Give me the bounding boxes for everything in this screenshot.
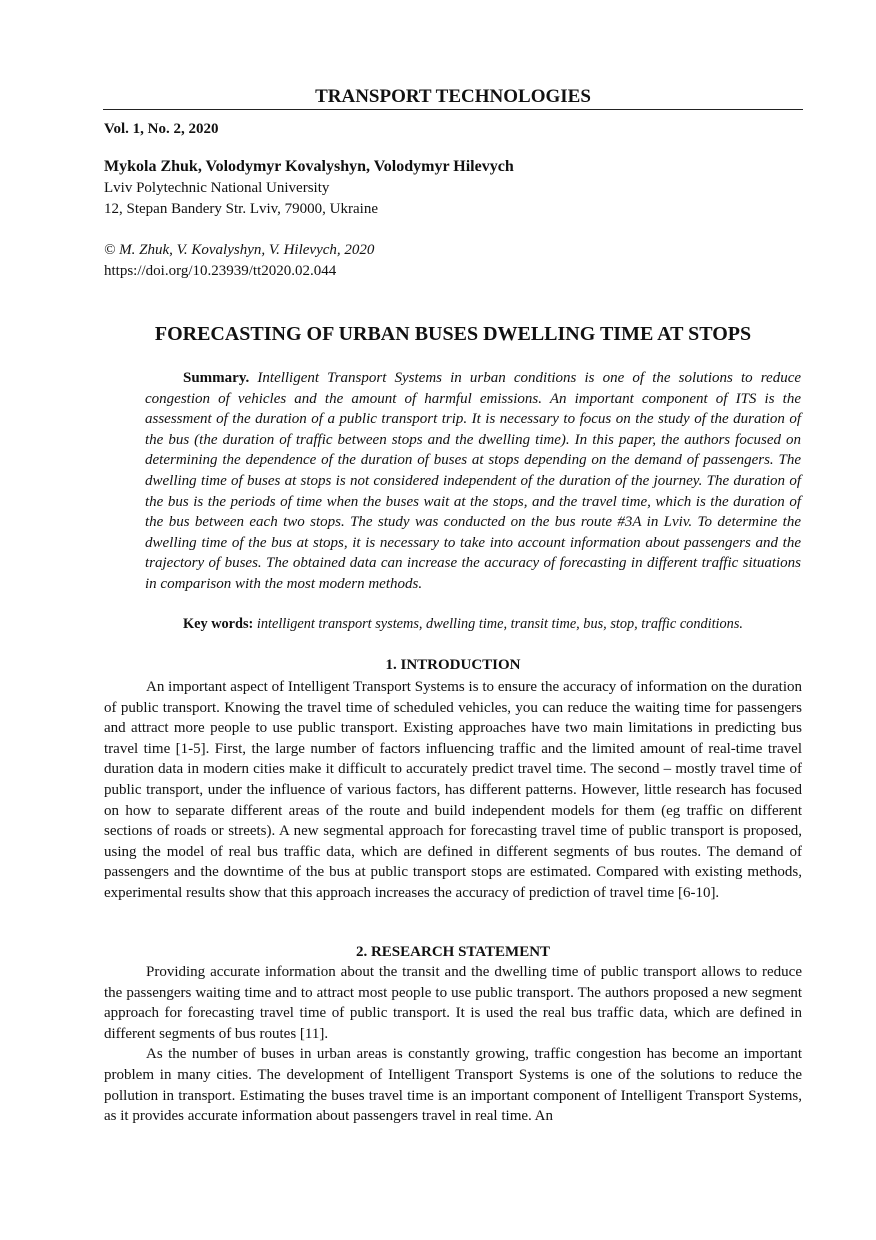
body-paragraph: An important aspect of Intelligent Transport Systems is to ensure the accuracy of information on the duration of public transport. Knowing the travel time of scheduled vehicles, you can reduce the waiting time for passengers and attract more people to use public transport. Existing approaches have two main limitations in predicting bus travel time [1-5]. First, the large number of factors influencing traffic and the limited amount of real-time travel duration data in modern cities make it difficult to accurately predict travel time. The second – mostly travel time of public transport, under the influence of various factors, has different patterns. However, little research has focused on how to separate different areas of the route and build independent models for them (eg traffic on different sections of roads or streets). A new segmental approach for forecasting travel time of public transport is proposed, using the model of real bus traffic data, which are defined in different segments of bus routes. The demand of passengers and the downtime of the bus at public transport stops are estimated. Compared with existing methods, experimental results show that this approach increases the accuracy of prediction of travel time [6-10]. — [104, 679, 802, 901]
section-body-research-statement — [104, 962, 802, 1127]
journal-title: TRANSPORT TECHNOLOGIES — [103, 86, 803, 110]
body-paragraph: As the number of buses in urban areas is constantly growing, traffic congestion has become an important problem in many cities. The development of Intelligent Transport Systems is one of the solutions to reduce the pollution in transport. Estimating the buses travel time is an important component of Intelligent Transport Systems, as it provides accurate information about passengers travel in real time. An — [104, 1046, 802, 1125]
section-body-introduction — [104, 677, 802, 904]
keywords-label: Key words: — [183, 616, 254, 632]
summary-paragraph — [145, 368, 801, 595]
copyright-notice: © M. Zhuk, V. Kovalyshyn, V. Hilevych, 2020 — [104, 242, 375, 258]
volume-info: Vol. 1, No. 2, 2020 — [104, 121, 219, 137]
section-heading-introduction: 1. INTRODUCTION — [385, 657, 521, 673]
keywords-text: intelligent transport systems, dwelling time, transit time, bus, stop, traffic conditions. — [256, 616, 743, 632]
keywords-line — [145, 614, 801, 634]
paper-title: FORECASTING OF URBAN BUSES DWELLING TIME AT STOPS — [154, 323, 752, 345]
body-paragraph: Providing accurate information about the transit and the dwelling time of public transport allows to reduce the passengers waiting time and to attract most people to use public transport. The authors proposed a new segment approach for forecasting travel time of public transport. It is used the real bus traffic data, which are defined in different segments of bus routes [11]. — [104, 964, 802, 1042]
summary-label: Summary. — [183, 370, 250, 386]
address: 12, Stepan Bandery Str. Lviv, 79000, Ukraine — [104, 201, 378, 217]
section-heading-research-statement: 2. RESEARCH STATEMENT — [355, 944, 551, 960]
summary-text: Intelligent Transport Systems in urban conditions is one of the solutions to reduce congestion of vehicles and the amount of harmful emissions. An important component of ITS is the assessment of the duration of a public transport trip. It is necessary to focus on the study of the duration of the bus (the duration of traffic between stops and the dwelling time). In this paper, the authors focused on determining the dependence of the duration of buses at stops depending on the demand of passengers. The dwelling time of buses at stops is not considered independent of the duration of the journey. The duration of the bus is the periods of time when the buses wait at the stops, and the travel time, which is the duration of the bus between each two stops. The study was conducted on the bus route #3A in Lviv. To determine the dwelling time of the bus at stops, it is necessary to take into account information about passengers and the trajectory of buses. The obtained data can increase the accuracy of forecasting in different traffic situations in comparison with the most modern methods. — [145, 370, 802, 592]
doi-link[interactable]: https://doi.org/10.23939/tt2020.02.044 — [104, 263, 337, 279]
affiliation: Lviv Polytechnic National University — [104, 180, 330, 196]
author-list: Mykola Zhuk, Volodymyr Kovalyshyn, Volodymyr Hilevych — [104, 158, 514, 175]
